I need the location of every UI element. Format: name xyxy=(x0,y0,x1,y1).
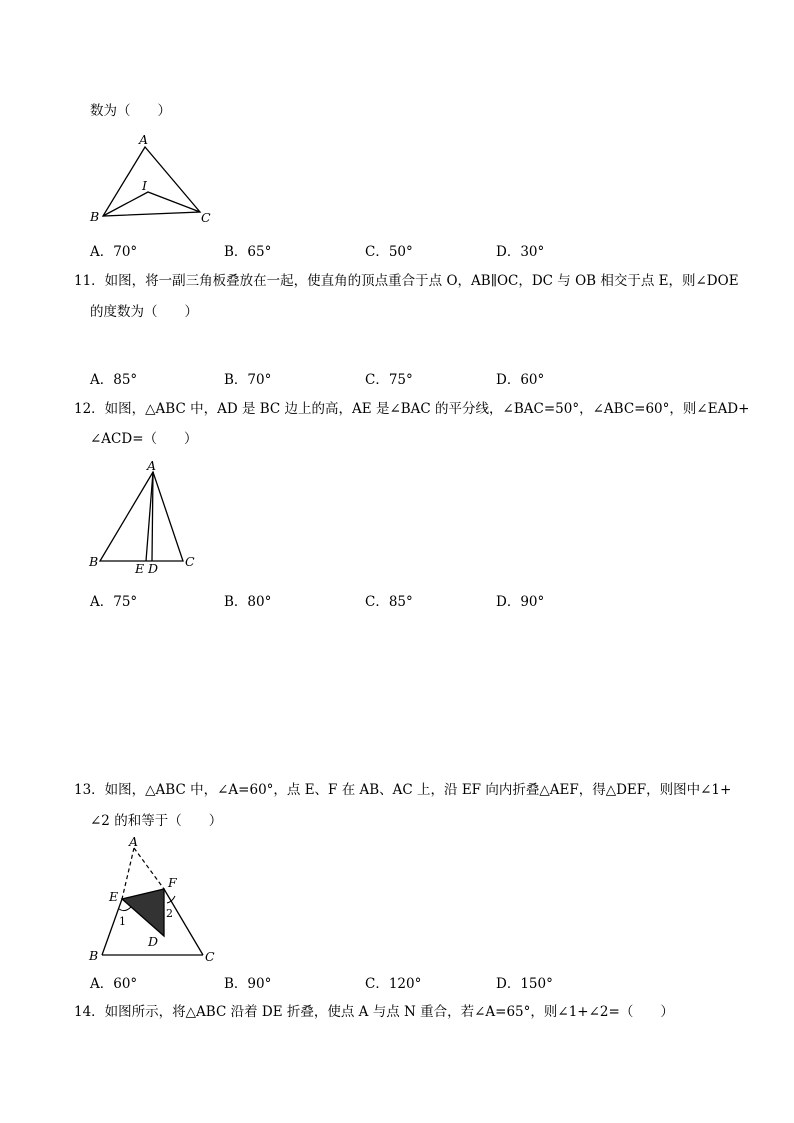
q13-option-b[interactable]: B．90° xyxy=(224,976,272,992)
q11-stem-line1: 11．如图，将一副三角板叠放在一起，使直角的顶点重合于点 O，AB∥OC，DC 与 OB 相交于点 E，则∠DOE xyxy=(74,273,739,289)
q13-label-angle1: 1 xyxy=(119,915,126,928)
q11-option-c[interactable]: C．75° xyxy=(365,372,413,388)
q10-label-c: C xyxy=(201,210,211,225)
q12-options xyxy=(90,590,650,608)
q12-stem-line2: ∠ACD=（ ） xyxy=(90,431,198,447)
q11-option-b[interactable]: B．70° xyxy=(224,372,272,388)
q13-option-a[interactable]: A．60° xyxy=(90,976,138,992)
q13-stem-line1: 13．如图，△ABC 中，∠A=60°，点 E、F 在 AB、AC 上，沿 EF 向内折叠△AEF，得△DEF，则图中∠1+ xyxy=(74,782,732,798)
q11-options xyxy=(90,368,650,386)
q13-label-d: D xyxy=(148,934,159,949)
q12-label-a: A xyxy=(147,458,157,473)
q11-stem-line2: 的度数为（ ） xyxy=(90,304,198,320)
q11-option-d[interactable]: D．60° xyxy=(496,372,545,388)
q10-label-a: A xyxy=(139,132,149,147)
q12-stem-line1: 12．如图，△ABC 中，AD 是 BC 边上的高，AE 是∠BAC 的平分线，∠BAC=50°，∠ABC=60°，则∠EAD+ xyxy=(74,401,750,417)
q12-option-b[interactable]: B．80° xyxy=(224,594,272,610)
q10-label-b: B xyxy=(90,209,100,224)
q12-option-a[interactable]: A．75° xyxy=(90,594,138,610)
q14-stem-line1: 14．如图所示，将△ABC 沿着 DE 折叠，使点 A 与点 N 重合，若∠A=65°，则∠1+∠2=（ ） xyxy=(74,1004,674,1020)
q12-option-d[interactable]: D．90° xyxy=(496,594,545,610)
q12-label-c: C xyxy=(185,554,195,569)
q13-stem-line2: ∠2 的和等于（ ） xyxy=(90,813,223,829)
q10-options xyxy=(90,240,650,258)
q13-option-d[interactable]: D．150° xyxy=(496,976,553,992)
q13-figure xyxy=(80,835,225,965)
q10-stem-tail: 数为（ ） xyxy=(90,103,171,119)
q13-label-angle2: 2 xyxy=(166,907,173,920)
q12-label-e: E xyxy=(135,561,145,576)
q12-figure xyxy=(80,455,210,580)
q13-option-c[interactable]: C．120° xyxy=(365,976,422,992)
q13-label-e: E xyxy=(109,889,119,904)
q10-option-d[interactable]: D．30° xyxy=(496,244,545,260)
q11-option-a[interactable]: A．85° xyxy=(90,372,138,388)
q13-label-b: B xyxy=(89,948,99,963)
q10-label-i: I xyxy=(142,178,147,193)
q12-option-c[interactable]: C．85° xyxy=(365,594,413,610)
q10-option-b[interactable]: B．65° xyxy=(224,244,272,260)
q12-label-b: B xyxy=(89,554,99,569)
q13-options xyxy=(90,972,650,990)
q10-figure xyxy=(80,130,230,230)
q13-label-f: F xyxy=(168,875,177,890)
q12-label-d: D xyxy=(148,561,159,576)
q10-option-a[interactable]: A．70° xyxy=(90,244,138,260)
q10-option-c[interactable]: C．50° xyxy=(365,244,413,260)
q13-label-c: C xyxy=(205,949,215,964)
q13-label-a: A xyxy=(129,834,139,849)
